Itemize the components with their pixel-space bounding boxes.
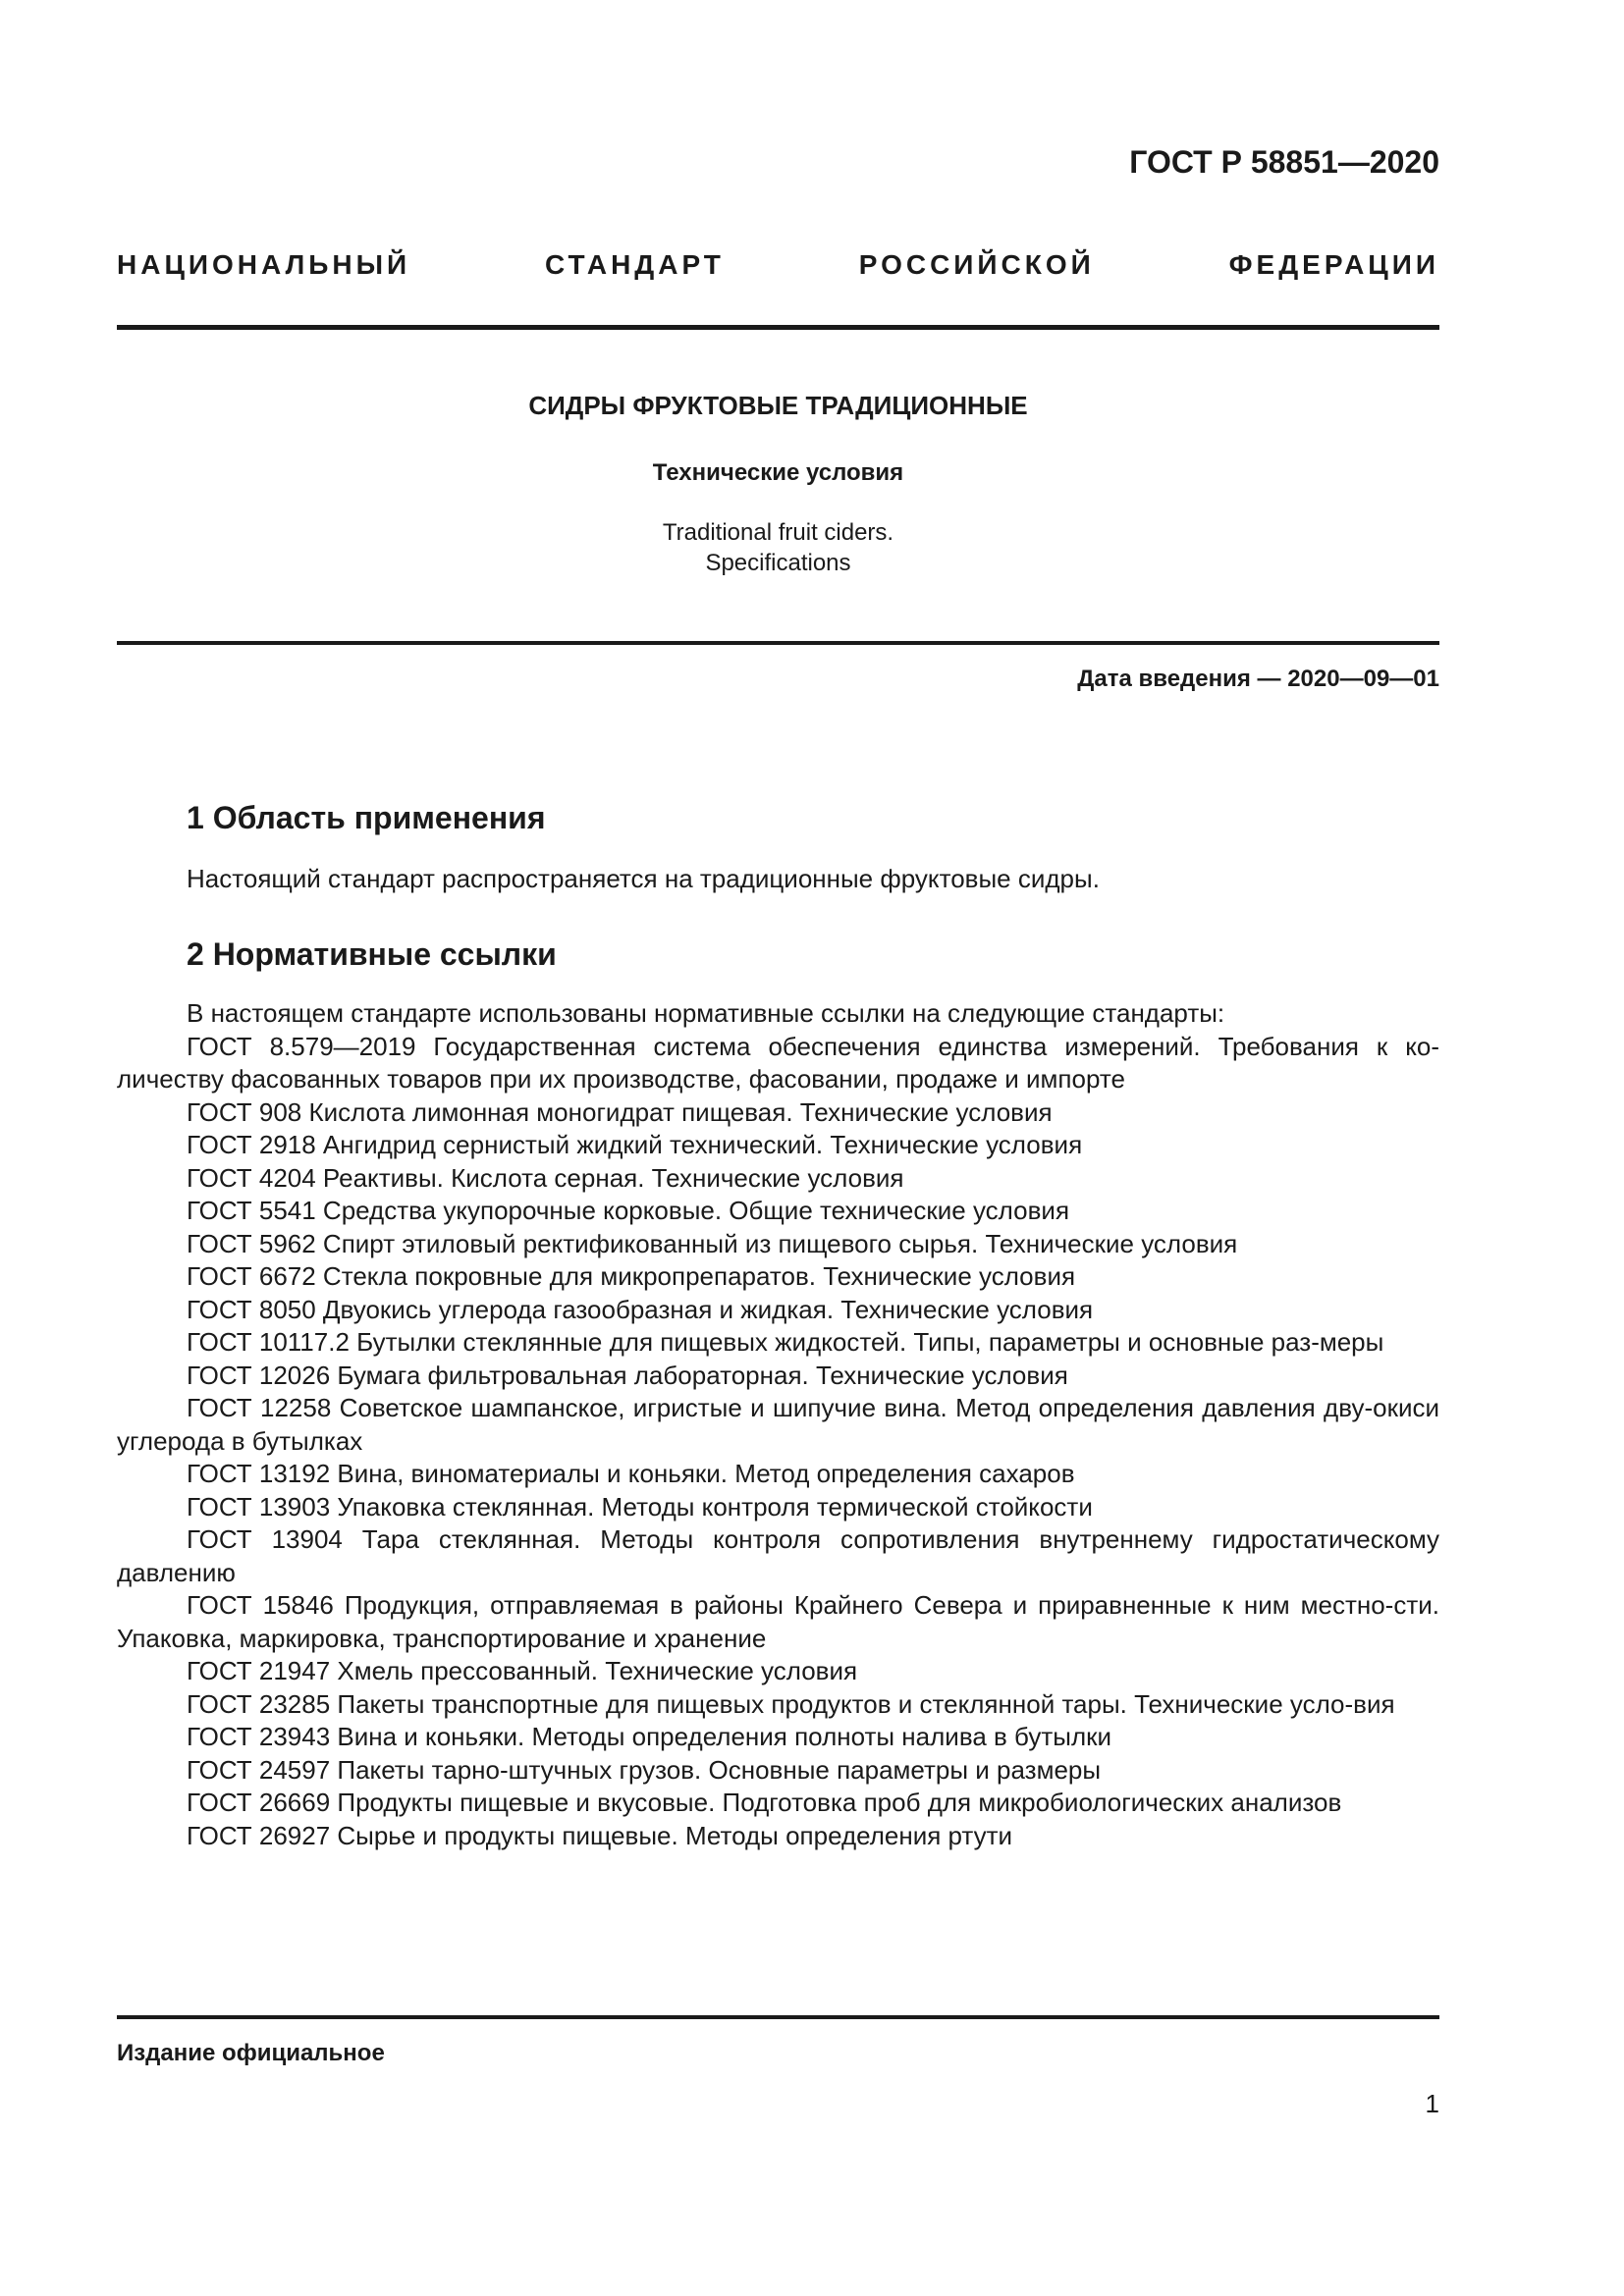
reference-item: ГОСТ 8050 Двуокись углерода газообразная и жидкая. Технические условия [187, 1294, 1094, 1324]
normative-references-body [117, 997, 1439, 1852]
title-divider [117, 641, 1439, 645]
reference-item: ГОСТ 26927 Сырье и продукты пищевые. Методы определения ртути [187, 1820, 1013, 1850]
reference-item: ГОСТ 13904 Тара стеклянная. Методы контроля сопротивления внутреннему гидростатическому давлению [117, 1524, 1439, 1587]
standard-subtitle: Технические условия [652, 459, 904, 486]
reference-item: ГОСТ 8.579—2019 Государственная система обеспечения единства измерений. Требования к ко-личеству фасованных товаров при их производстве, фасовании, продаже и импорте [117, 1031, 1439, 1094]
english-subtitle-line: Specifications [705, 550, 851, 576]
header-divider [117, 325, 1439, 330]
reference-item: ГОСТ 26669 Продукты пищевые и вкусовые. Подготовка проб для микробиологических анализов [187, 1788, 1342, 1817]
reference-item: ГОСТ 13192 Вина, виноматериалы и коньяки. Метод определения сахаров [187, 1459, 1075, 1488]
reference-item: ГОСТ 6672 Стекла покровные для микропрепаратов. Технические условия [187, 1261, 1076, 1291]
reference-item: ГОСТ 908 Кислота лимонная моногидрат пищевая. Технические условия [187, 1096, 1053, 1127]
section-heading-scope: 1 Область применения [187, 800, 546, 835]
reference-item: ГОСТ 2918 Ангидрид сернистый жидкий технический. Технические условия [187, 1130, 1083, 1159]
reference-item: ГОСТ 24597 Пакеты тарно-штучных грузов. Основные параметры и размеры [187, 1754, 1102, 1785]
scope-paragraph: Настоящий стандарт распространяется на традиционные фруктовые сидры. [187, 864, 1100, 893]
page-number: 1 [1425, 2089, 1439, 2118]
reference-item: ГОСТ 5962 Спирт этиловый ректификованный из пищевого сырья. Технические условия [187, 1228, 1238, 1258]
reference-item: ГОСТ 10117.2 Бутылки стеклянные для пищевых жидкостей. Типы, параметры и основные раз-меры [187, 1327, 1384, 1357]
reference-item: ГОСТ 12026 Бумага фильтровальная лабораторная. Технические условия [187, 1360, 1068, 1390]
reference-item: ГОСТ 5541 Средства укупорочные корковые. Общие технические условия [187, 1196, 1070, 1225]
english-title-line: Traditional fruit ciders. [662, 519, 894, 546]
standard-title-english [117, 517, 1439, 578]
section-heading-normative-references: 2 Нормативные ссылки [187, 936, 557, 972]
national-standard-banner: НАЦИОНАЛЬНЫЙ СТАНДАРТ РОССИЙСКОЙ ФЕДЕРАЦИИ [117, 249, 1439, 280]
references-intro: В настоящем стандарте использованы нормативные ссылки на следующие стандарты: [187, 998, 1225, 1028]
standard-title: СИДРЫ ФРУКТОВЫЕ ТРАДИЦИОННЫЕ [528, 391, 1028, 420]
reference-item: ГОСТ 13903 Упаковка стеклянная. Методы контроля термической стойкости [187, 1491, 1093, 1522]
footer-divider [117, 2015, 1439, 2019]
document-code: ГОСТ Р 58851—2020 [1129, 144, 1439, 180]
reference-item: ГОСТ 23943 Вина и коньяки. Методы определения полноты налива в бутылки [187, 1722, 1112, 1751]
reference-item: ГОСТ 23285 Пакеты транспортные для пищевых продуктов и стеклянной тары. Технические усло-вия [187, 1688, 1395, 1719]
reference-item: ГОСТ 21947 Хмель прессованный. Технические условия [187, 1656, 858, 1685]
official-edition-label: Издание официальное [117, 2040, 385, 2066]
reference-item: ГОСТ 12258 Советское шампанское, игристые и шипучие вина. Метод определения давления дву-окиси углерода в бутылках [117, 1393, 1439, 1456]
reference-item: ГОСТ 15846 Продукция, отправляемая в районы Крайнего Севера и приравненные к ним местно-сти. Упаковка, маркировка, транспортирование и хранение [117, 1590, 1439, 1653]
introduction-date: Дата введения — 2020—09—01 [1077, 666, 1439, 692]
reference-item: ГОСТ 4204 Реактивы. Кислота серная. Технические условия [187, 1162, 904, 1193]
